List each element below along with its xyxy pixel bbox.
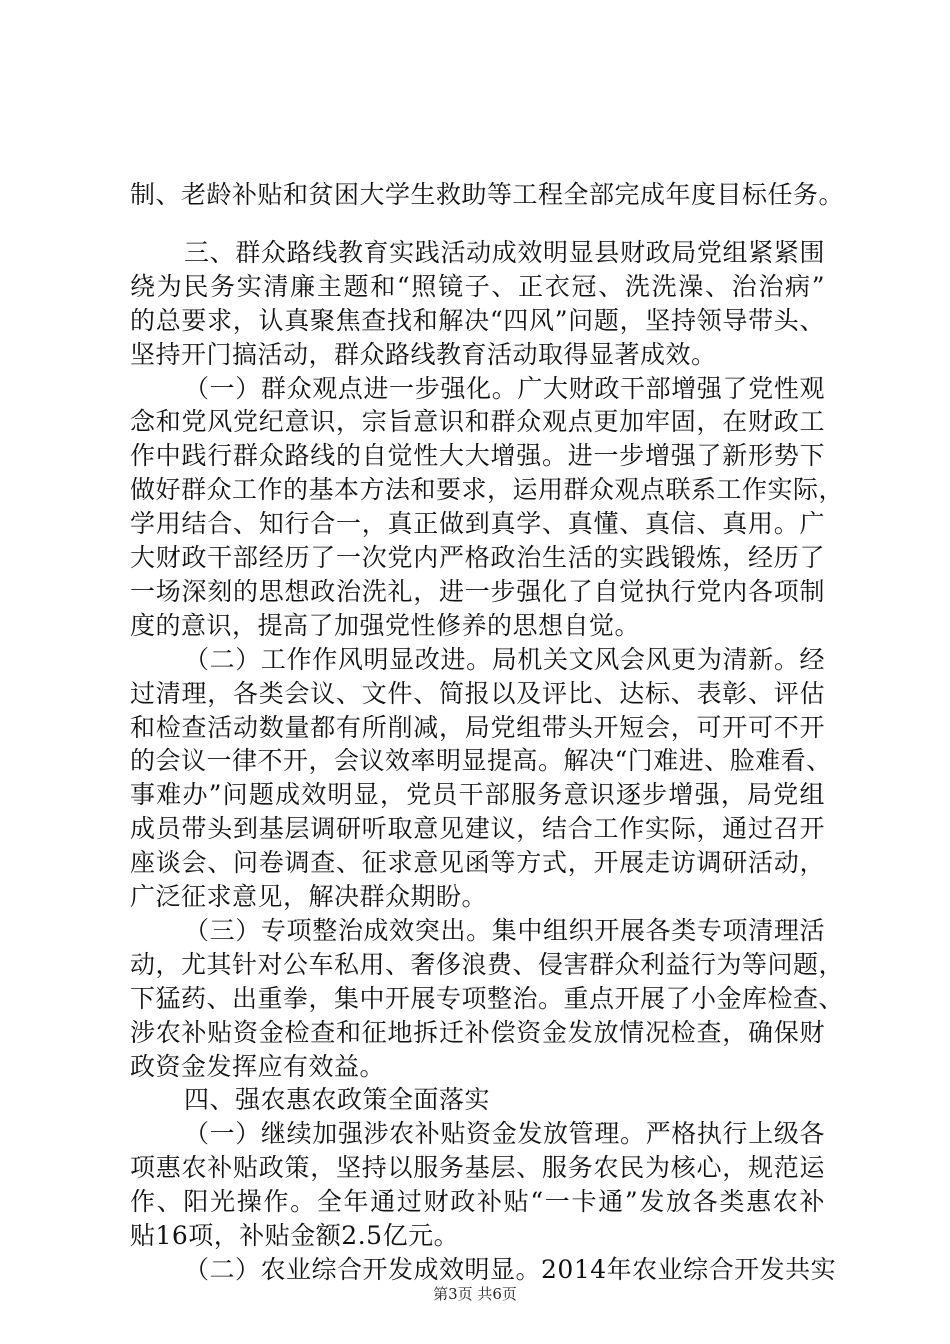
text-line: 过清理，各类会议、文件、简报以及评比、达标、表彰、评估 bbox=[130, 679, 825, 708]
text-line: （二）工作作风明显改进。局机关文风会风更为清新。经 bbox=[184, 645, 825, 674]
page-footer: 第3页 共6页 bbox=[433, 1285, 517, 1303]
text-line: 动，尤其针对公车私用、奢侈浪费、侵害群众利益行为等问题， bbox=[130, 950, 845, 979]
text-line: 作、阳光操作。全年通过财政补贴“一卡通”发放各类惠农补 bbox=[130, 1187, 825, 1216]
text-line: 的总要求，认真聚焦查找和解决“四风”问题，坚持领导带头、 bbox=[130, 306, 825, 335]
text-line: 三、群众路线教育实践活动成效明显县财政局党组紧紧围 bbox=[184, 238, 825, 267]
text-line: （三）专项整治成效突出。集中组织开展各类专项清理活 bbox=[184, 916, 825, 945]
text-line: 座谈会、问卷调查、征求意见函等方式，开展走访调研活动， bbox=[130, 848, 825, 877]
text-line: 作中践行群众路线的自觉性大大增强。进一步增强了新形势下 bbox=[130, 441, 825, 470]
text-line: （一）继续加强涉农补贴资金发放管理。严格执行上级各 bbox=[184, 1119, 825, 1148]
text-line: 念和党风党纪意识，宗旨意识和群众观点更加牢固，在财政工 bbox=[130, 407, 825, 436]
text-line: 一场深刻的思想政治洗礼，进一步强化了自觉执行党内各项制 bbox=[130, 577, 825, 606]
text-line: 做好群众工作的基本方法和要求，运用群众观点联系工作实际， bbox=[130, 475, 845, 504]
text-line: 项惠农补贴政策，坚持以服务基层、服务农民为核心，规范运 bbox=[130, 1153, 825, 1182]
text-line: 涉农补贴资金检查和征地拆迁补偿资金发放情况检查，确保财 bbox=[130, 1018, 825, 1047]
text-line: 贴16项，补贴金额2.5亿元。 bbox=[130, 1221, 460, 1250]
text-line: 事难办”问题成效明显，党员干部服务意识逐步增强，局党组 bbox=[130, 780, 825, 809]
text-line: 下猛药、出重拳，集中开展专项整治。重点开展了小金库检查、 bbox=[130, 984, 845, 1013]
section-heading: 四、强农惠农政策全面落实 bbox=[184, 1085, 491, 1114]
text-line: 制、老龄补贴和贫困大学生救助等工程全部完成年度目标任务。 bbox=[130, 180, 845, 209]
text-line: 广泛征求意见，解决群众期盼。 bbox=[130, 882, 488, 911]
text-line: （一）群众观点进一步强化。广大财政干部增强了党性观 bbox=[184, 374, 825, 403]
text-line: 绕为民务实清廉主题和“照镜子、正衣冠、洗洗澡、治治病” bbox=[130, 272, 825, 301]
text-line: （二）农业综合开发成效明显。2014年农业综合开发共实 bbox=[184, 1255, 837, 1284]
text-line: 和检查活动数量都有所削减，局党组带头开短会，可开可不开 bbox=[130, 713, 825, 742]
text-line: 的会议一律不开，会议效率明显提高。解决“门难进、脸难看、 bbox=[130, 746, 832, 775]
text-line: 学用结合、知行合一，真正做到真学、真懂、真信、真用。广 bbox=[130, 509, 825, 538]
text-line: 坚持开门搞活动，群众路线教育活动取得显著成效。 bbox=[130, 340, 717, 369]
text-line: 大财政干部经历了一次党内严格政治生活的实践锻炼，经历了 bbox=[130, 543, 825, 572]
text-line: 政资金发挥应有效益。 bbox=[130, 1052, 386, 1081]
text-line: 度的意识，提高了加强党性修养的思想自觉。 bbox=[130, 611, 641, 640]
text-line: 成员带头到基层调研听取意见建议，结合工作实际，通过召开 bbox=[130, 814, 825, 843]
